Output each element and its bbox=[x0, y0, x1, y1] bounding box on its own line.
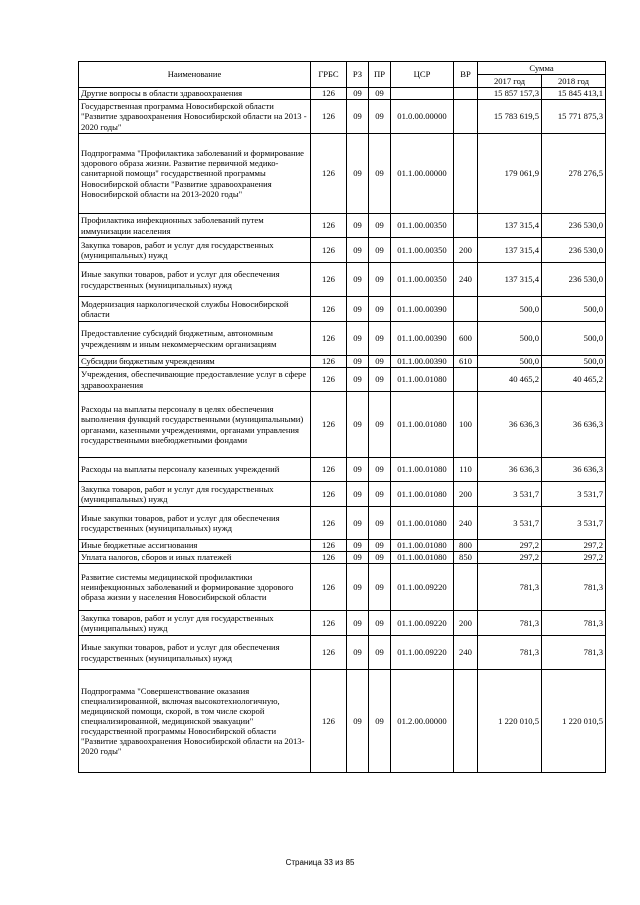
row-grbs: 126 bbox=[311, 322, 347, 356]
row-pr: 09 bbox=[369, 482, 391, 507]
row-name: Государственная программа Новосибирской области "Развитие здравоохранения Новосибирской области на 2013 - 2020 годы" bbox=[79, 100, 311, 134]
page-number: Страница 33 из 85 bbox=[285, 858, 355, 867]
row-amount-2018: 781,3 bbox=[542, 636, 606, 670]
row-csr: 01.1.00.00000 bbox=[391, 134, 454, 214]
row-amount-2017: 137 315,4 bbox=[478, 263, 542, 297]
row-grbs: 126 bbox=[311, 540, 347, 552]
row-pr: 09 bbox=[369, 134, 391, 214]
row-amount-2018: 500,0 bbox=[542, 356, 606, 368]
row-grbs: 126 bbox=[311, 88, 347, 100]
row-amount-2017: 40 465,2 bbox=[478, 368, 542, 392]
row-csr: 01.2.00.00000 bbox=[391, 670, 454, 773]
row-amount-2018: 297,2 bbox=[542, 552, 606, 564]
header-2017: 2017 год bbox=[478, 75, 542, 88]
header-pr: ПР bbox=[369, 62, 391, 88]
row-grbs: 126 bbox=[311, 611, 347, 636]
row-name: Модернизация наркологической службы Новосибирской области bbox=[79, 297, 311, 322]
row-vr: 240 bbox=[454, 263, 478, 297]
row-amount-2017: 500,0 bbox=[478, 322, 542, 356]
table-row bbox=[79, 297, 606, 322]
row-rz: 09 bbox=[347, 482, 369, 507]
row-grbs: 126 bbox=[311, 356, 347, 368]
row-vr bbox=[454, 297, 478, 322]
row-grbs: 126 bbox=[311, 636, 347, 670]
table-row bbox=[79, 611, 606, 636]
row-name: Развитие системы медицинской профилактики неинфекционных заболеваний и формирование здорового образа жизни у населения Новосибирской области bbox=[79, 564, 311, 611]
row-amount-2017: 781,3 bbox=[478, 636, 542, 670]
row-amount-2018: 236 530,0 bbox=[542, 214, 606, 238]
table-row bbox=[79, 540, 606, 552]
row-amount-2018: 500,0 bbox=[542, 297, 606, 322]
row-amount-2017: 137 315,4 bbox=[478, 238, 542, 263]
row-amount-2018: 36 636,3 bbox=[542, 392, 606, 458]
row-rz: 09 bbox=[347, 458, 369, 482]
row-vr: 200 bbox=[454, 611, 478, 636]
row-vr bbox=[454, 88, 478, 100]
row-pr: 09 bbox=[369, 368, 391, 392]
row-name: Предоставление субсидий бюджетным, автономным учреждениям и иным некоммерческим организациям bbox=[79, 322, 311, 356]
row-pr: 09 bbox=[369, 507, 391, 540]
row-grbs: 126 bbox=[311, 134, 347, 214]
row-grbs: 126 bbox=[311, 263, 347, 297]
row-pr: 09 bbox=[369, 458, 391, 482]
row-rz: 09 bbox=[347, 636, 369, 670]
row-vr bbox=[454, 100, 478, 134]
row-vr: 610 bbox=[454, 356, 478, 368]
row-name: Закупка товаров, работ и услуг для государственных (муниципальных) нужд bbox=[79, 611, 311, 636]
row-grbs: 126 bbox=[311, 100, 347, 134]
row-name: Закупка товаров, работ и услуг для государственных (муниципальных) нужд bbox=[79, 238, 311, 263]
row-amount-2017: 500,0 bbox=[478, 356, 542, 368]
row-name: Профилактика инфекционных заболеваний путем иммунизации населения bbox=[79, 214, 311, 238]
row-amount-2017: 36 636,3 bbox=[478, 458, 542, 482]
row-pr: 09 bbox=[369, 552, 391, 564]
table-row bbox=[79, 322, 606, 356]
table-row bbox=[79, 368, 606, 392]
row-csr: 01.1.00.00350 bbox=[391, 214, 454, 238]
row-name: Расходы на выплаты персоналу казенных учреждений bbox=[79, 458, 311, 482]
row-name: Иные бюджетные ассигнования bbox=[79, 540, 311, 552]
row-amount-2017: 781,3 bbox=[478, 611, 542, 636]
row-name: Субсидии бюджетным учреждениям bbox=[79, 356, 311, 368]
row-vr: 110 bbox=[454, 458, 478, 482]
row-name: Иные закупки товаров, работ и услуг для обеспечения государственных (муниципальных) нужд bbox=[79, 263, 311, 297]
row-csr: 01.1.00.09220 bbox=[391, 636, 454, 670]
header-csr: ЦСР bbox=[391, 62, 454, 88]
row-amount-2017: 15 783 619,5 bbox=[478, 100, 542, 134]
table-row bbox=[79, 214, 606, 238]
row-csr: 01.1.00.00350 bbox=[391, 263, 454, 297]
row-vr: 850 bbox=[454, 552, 478, 564]
row-amount-2017: 3 531,7 bbox=[478, 482, 542, 507]
row-name: Подпрограмма "Профилактика заболеваний и формирование здорового образа жизни. Развитие первичной медико-санитарной помощи" государственной программы Новосибирской области "Развитие здравоохранения Новосибирской области на 2013-2020 годы" bbox=[79, 134, 311, 214]
row-csr: 01.1.00.01080 bbox=[391, 368, 454, 392]
row-amount-2018: 236 530,0 bbox=[542, 238, 606, 263]
row-vr bbox=[454, 214, 478, 238]
row-rz: 09 bbox=[347, 134, 369, 214]
row-pr: 09 bbox=[369, 100, 391, 134]
row-pr: 09 bbox=[369, 540, 391, 552]
row-rz: 09 bbox=[347, 297, 369, 322]
row-name: Иные закупки товаров, работ и услуг для обеспечения государственных (муниципальных) нужд bbox=[79, 636, 311, 670]
row-pr: 09 bbox=[369, 636, 391, 670]
row-grbs: 126 bbox=[311, 552, 347, 564]
row-csr: 01.1.00.01080 bbox=[391, 458, 454, 482]
row-vr: 100 bbox=[454, 392, 478, 458]
row-amount-2018: 36 636,3 bbox=[542, 458, 606, 482]
header-rz: РЗ bbox=[347, 62, 369, 88]
row-rz: 09 bbox=[347, 238, 369, 263]
table-row bbox=[79, 134, 606, 214]
table-row bbox=[79, 564, 606, 611]
row-amount-2017: 15 857 157,3 bbox=[478, 88, 542, 100]
table-row bbox=[79, 392, 606, 458]
row-vr: 600 bbox=[454, 322, 478, 356]
header-sum: Сумма bbox=[478, 62, 606, 75]
header-grbs: ГРБС bbox=[311, 62, 347, 88]
row-amount-2017: 500,0 bbox=[478, 297, 542, 322]
row-rz: 09 bbox=[347, 356, 369, 368]
row-vr bbox=[454, 368, 478, 392]
row-name: Иные закупки товаров, работ и услуг для обеспечения государственных (муниципальных) нужд bbox=[79, 507, 311, 540]
row-amount-2017: 1 220 010,5 bbox=[478, 670, 542, 773]
row-amount-2018: 500,0 bbox=[542, 322, 606, 356]
row-csr: 01.1.00.00390 bbox=[391, 356, 454, 368]
row-grbs: 126 bbox=[311, 482, 347, 507]
row-pr: 09 bbox=[369, 564, 391, 611]
row-amount-2017: 781,3 bbox=[478, 564, 542, 611]
row-name: Уплата налогов, сборов и иных платежей bbox=[79, 552, 311, 564]
row-rz: 09 bbox=[347, 100, 369, 134]
row-amount-2017: 3 531,7 bbox=[478, 507, 542, 540]
row-amount-2018: 781,3 bbox=[542, 564, 606, 611]
row-csr: 01.1.00.09220 bbox=[391, 611, 454, 636]
row-amount-2018: 278 276,5 bbox=[542, 134, 606, 214]
table-row bbox=[79, 458, 606, 482]
row-csr: 01.0.00.00000 bbox=[391, 100, 454, 134]
row-vr: 800 bbox=[454, 540, 478, 552]
row-grbs: 126 bbox=[311, 507, 347, 540]
row-grbs: 126 bbox=[311, 392, 347, 458]
budget-table bbox=[78, 61, 606, 773]
row-grbs: 126 bbox=[311, 458, 347, 482]
row-pr: 09 bbox=[369, 322, 391, 356]
row-vr bbox=[454, 670, 478, 773]
header-name: Наименование bbox=[79, 62, 311, 88]
row-pr: 09 bbox=[369, 356, 391, 368]
row-amount-2017: 137 315,4 bbox=[478, 214, 542, 238]
row-rz: 09 bbox=[347, 263, 369, 297]
row-pr: 09 bbox=[369, 392, 391, 458]
row-pr: 09 bbox=[369, 670, 391, 773]
row-amount-2018: 15 771 875,3 bbox=[542, 100, 606, 134]
table-row bbox=[79, 552, 606, 564]
row-csr: 01.1.00.01080 bbox=[391, 392, 454, 458]
row-amount-2017: 297,2 bbox=[478, 540, 542, 552]
row-grbs: 126 bbox=[311, 214, 347, 238]
row-grbs: 126 bbox=[311, 297, 347, 322]
row-name: Подпрограмма "Совершенствование оказания специализированной, включая высокотехнологичную, медицинской помощи, скорой, в том числе скорой специализированной, медицинской эвакуации" государственной программы Новосибирской области "Развитие здравоохранения Новосибирской области на 2013-2020 годы" bbox=[79, 670, 311, 773]
row-amount-2018: 40 465,2 bbox=[542, 368, 606, 392]
row-grbs: 126 bbox=[311, 238, 347, 263]
row-rz: 09 bbox=[347, 611, 369, 636]
row-vr bbox=[454, 564, 478, 611]
row-amount-2017: 179 061,9 bbox=[478, 134, 542, 214]
row-amount-2018: 781,3 bbox=[542, 611, 606, 636]
row-name: Расходы на выплаты персоналу в целях обеспечения выполнения функций государственными (муниципальными) органами, казенными учреждениями, органами управления государственными внебюджетными фондами bbox=[79, 392, 311, 458]
row-rz: 09 bbox=[347, 670, 369, 773]
header-2018: 2018 год bbox=[542, 75, 606, 88]
row-csr: 01.1.00.01080 bbox=[391, 552, 454, 564]
table-row bbox=[79, 263, 606, 297]
row-name: Другие вопросы в области здравоохранения bbox=[79, 88, 311, 100]
table-row bbox=[79, 88, 606, 100]
row-csr: 01.1.00.01080 bbox=[391, 507, 454, 540]
row-grbs: 126 bbox=[311, 368, 347, 392]
row-vr: 200 bbox=[454, 238, 478, 263]
table-row bbox=[79, 238, 606, 263]
row-rz: 09 bbox=[347, 88, 369, 100]
row-vr: 200 bbox=[454, 482, 478, 507]
header-vr: ВР bbox=[454, 62, 478, 88]
row-pr: 09 bbox=[369, 263, 391, 297]
row-rz: 09 bbox=[347, 368, 369, 392]
row-amount-2018: 1 220 010,5 bbox=[542, 670, 606, 773]
row-amount-2018: 3 531,7 bbox=[542, 507, 606, 540]
row-pr: 09 bbox=[369, 88, 391, 100]
table-row bbox=[79, 100, 606, 134]
row-amount-2017: 36 636,3 bbox=[478, 392, 542, 458]
row-amount-2018: 236 530,0 bbox=[542, 263, 606, 297]
row-rz: 09 bbox=[347, 564, 369, 611]
row-amount-2018: 297,2 bbox=[542, 540, 606, 552]
row-csr: 01.1.00.00390 bbox=[391, 297, 454, 322]
row-rz: 09 bbox=[347, 507, 369, 540]
table-row bbox=[79, 482, 606, 507]
row-rz: 09 bbox=[347, 214, 369, 238]
row-csr: 01.1.00.00350 bbox=[391, 238, 454, 263]
row-pr: 09 bbox=[369, 214, 391, 238]
table-row bbox=[79, 507, 606, 540]
row-vr: 240 bbox=[454, 636, 478, 670]
table-row bbox=[79, 670, 606, 773]
table-row bbox=[79, 356, 606, 368]
row-amount-2018: 3 531,7 bbox=[542, 482, 606, 507]
row-rz: 09 bbox=[347, 552, 369, 564]
row-pr: 09 bbox=[369, 238, 391, 263]
row-amount-2017: 297,2 bbox=[478, 552, 542, 564]
row-vr: 240 bbox=[454, 507, 478, 540]
row-grbs: 126 bbox=[311, 564, 347, 611]
row-rz: 09 bbox=[347, 392, 369, 458]
row-pr: 09 bbox=[369, 611, 391, 636]
row-rz: 09 bbox=[347, 322, 369, 356]
row-csr: 01.1.00.01080 bbox=[391, 482, 454, 507]
row-csr bbox=[391, 88, 454, 100]
table-row bbox=[79, 636, 606, 670]
row-name: Закупка товаров, работ и услуг для государственных (муниципальных) нужд bbox=[79, 482, 311, 507]
row-vr bbox=[454, 134, 478, 214]
row-pr: 09 bbox=[369, 297, 391, 322]
row-rz: 09 bbox=[347, 540, 369, 552]
row-csr: 01.1.00.09220 bbox=[391, 564, 454, 611]
row-name: Учреждения, обеспечивающие предоставление услуг в сфере здравоохранения bbox=[79, 368, 311, 392]
row-csr: 01.1.00.01080 bbox=[391, 540, 454, 552]
row-grbs: 126 bbox=[311, 670, 347, 773]
row-amount-2018: 15 845 413,1 bbox=[542, 88, 606, 100]
row-csr: 01.1.00.00390 bbox=[391, 322, 454, 356]
